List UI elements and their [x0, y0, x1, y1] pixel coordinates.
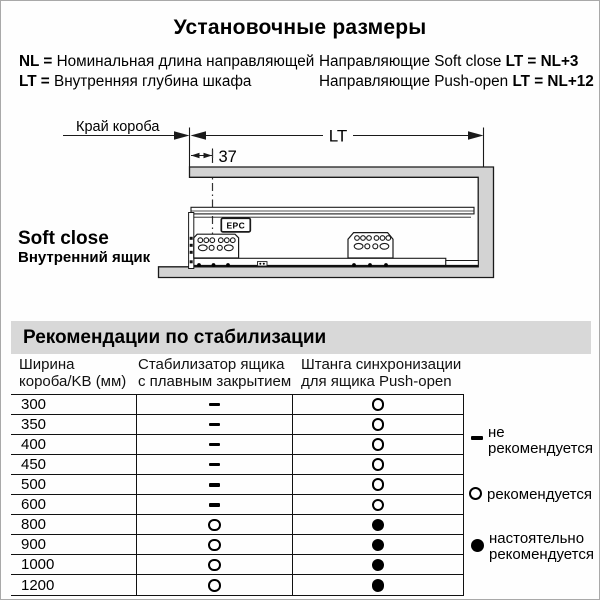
cell-box-width: 600 [21, 496, 47, 514]
rail-clip [258, 262, 268, 266]
filled-circle-symbol-icon [471, 539, 484, 552]
formula-push-open [319, 72, 594, 92]
stabilization-table-body [11, 395, 464, 595]
cell-box-width: 1200 [21, 576, 55, 594]
definition-lt-text: Внутренняя глубина шкафа [54, 72, 252, 90]
formula-soft-close-text: Направляющие Soft close [319, 53, 502, 70]
filled-symbol-icon [372, 539, 385, 552]
column-header-stabilizer: Стабилизатор ящика с плавным закрытием [138, 356, 292, 390]
cell-sync-rod [292, 395, 464, 414]
section-title: Рекомендации по стабилизации [23, 326, 327, 348]
cell-sync-rod [292, 535, 464, 554]
cell-stabilizer [136, 575, 292, 595]
dash-symbol-icon [471, 436, 483, 440]
cell-box-width: 1000 [21, 556, 55, 574]
epc-badge-label: EPC [226, 220, 246, 231]
cell-box-width: 800 [21, 516, 47, 534]
edge-arrowhead [174, 131, 190, 140]
open-symbol-icon [372, 458, 385, 471]
legend-recommended-label: рекомендуется [487, 486, 592, 503]
open-symbol-icon [208, 559, 221, 572]
stabilization-table [11, 394, 464, 596]
column-header-box-width: Ширина короба/KB (мм) [19, 356, 127, 390]
open-symbol-icon [208, 519, 221, 532]
dash-symbol-icon [209, 403, 220, 407]
table-row [11, 575, 464, 595]
open-symbol-icon [372, 438, 385, 451]
table-row [11, 475, 464, 495]
installation-diagram [1, 109, 600, 299]
cell-stabilizer [136, 535, 292, 554]
rail-clip-dot [259, 263, 261, 265]
open-symbol-icon [372, 398, 385, 411]
rail-clip-dot2 [263, 263, 265, 265]
definition-lt-term: LT = [19, 72, 50, 90]
dimension-definitions-left [19, 52, 314, 91]
formula-soft-close [319, 52, 594, 72]
open-symbol-icon [208, 579, 221, 592]
cell-box-width: 350 [21, 416, 47, 434]
dash-symbol-icon [209, 443, 220, 447]
cell-sync-rod [292, 475, 464, 494]
cell-sync-rod [292, 555, 464, 574]
legend-strongly-recommended-label: настоятельно рекомендуется [489, 530, 594, 563]
dash-symbol-icon [209, 483, 220, 487]
cell-box-width: 450 [21, 456, 47, 474]
cell-stabilizer [136, 455, 292, 474]
cell-box-width: 400 [21, 436, 47, 454]
offset-arrowhead-right [204, 153, 213, 158]
cell-stabilizer [136, 415, 292, 434]
edge-label: Край короба [76, 119, 160, 135]
table-row [11, 435, 464, 455]
cell-stabilizer [136, 495, 292, 514]
formula-push-open-value: LT = NL+12 [512, 72, 594, 90]
open-symbol-icon [372, 499, 385, 512]
table-row [11, 555, 464, 575]
filled-symbol-icon [372, 559, 385, 572]
open-circle-symbol-icon [469, 487, 482, 500]
dimension-definitions-right [319, 52, 594, 91]
definition-nl [19, 52, 314, 72]
column-header-sync-rod: Штанга синхронизации для ящика Push-open [301, 356, 462, 390]
table-row [11, 515, 464, 535]
legend-strongly-recommended [471, 531, 594, 562]
dash-symbol-icon [209, 423, 220, 427]
cell-stabilizer [136, 515, 292, 534]
table-row [11, 415, 464, 435]
cell-stabilizer [136, 475, 292, 494]
formula-soft-close-value: LT = NL+3 [505, 53, 579, 70]
definition-nl-term: NL = [19, 53, 53, 70]
definition-lt [19, 72, 314, 92]
cell-sync-rod [292, 455, 464, 474]
front-strip [189, 213, 194, 269]
product-name: Soft close [18, 228, 109, 249]
cell-sync-rod [292, 435, 464, 454]
cell-sync-rod [292, 515, 464, 534]
table-row [11, 455, 464, 475]
filled-symbol-icon [372, 579, 385, 592]
open-symbol-icon [372, 478, 385, 491]
legend-not-recommended [471, 425, 593, 456]
cell-stabilizer [136, 435, 292, 454]
offset-label: 37 [218, 148, 237, 166]
open-symbol-icon [372, 418, 385, 431]
cell-sync-rod [292, 575, 464, 595]
section-banner [11, 321, 591, 354]
lt-arrowhead-right [468, 131, 484, 140]
lt-arrowhead-left [191, 131, 207, 140]
cell-sync-rod [292, 495, 464, 514]
dash-symbol-icon [209, 463, 220, 467]
table-row [11, 535, 464, 555]
cell-stabilizer [136, 555, 292, 574]
dash-symbol-icon [209, 503, 220, 507]
definition-nl-text: Номинальная длина направляющей [56, 53, 315, 70]
cell-box-width: 500 [21, 476, 47, 494]
cell-box-width: 900 [21, 536, 47, 554]
lt-label: LT [328, 126, 348, 146]
open-symbol-icon [208, 539, 221, 552]
filled-symbol-icon [372, 519, 385, 532]
legend-not-recommended-label: не рекомендуется [488, 424, 593, 457]
table-row [11, 395, 464, 415]
table-row [11, 495, 464, 515]
formula-push-open-text: Направляющие Push-open [319, 72, 509, 90]
product-label [18, 228, 150, 266]
cell-sync-rod [292, 415, 464, 434]
cell-stabilizer [136, 395, 292, 414]
cell-box-width: 300 [21, 396, 47, 414]
page-title: Установочные размеры [173, 16, 427, 39]
offset-arrowhead-left [191, 153, 200, 158]
product-subtitle: Внутренний ящик [18, 249, 151, 266]
legend-recommended [469, 487, 592, 503]
